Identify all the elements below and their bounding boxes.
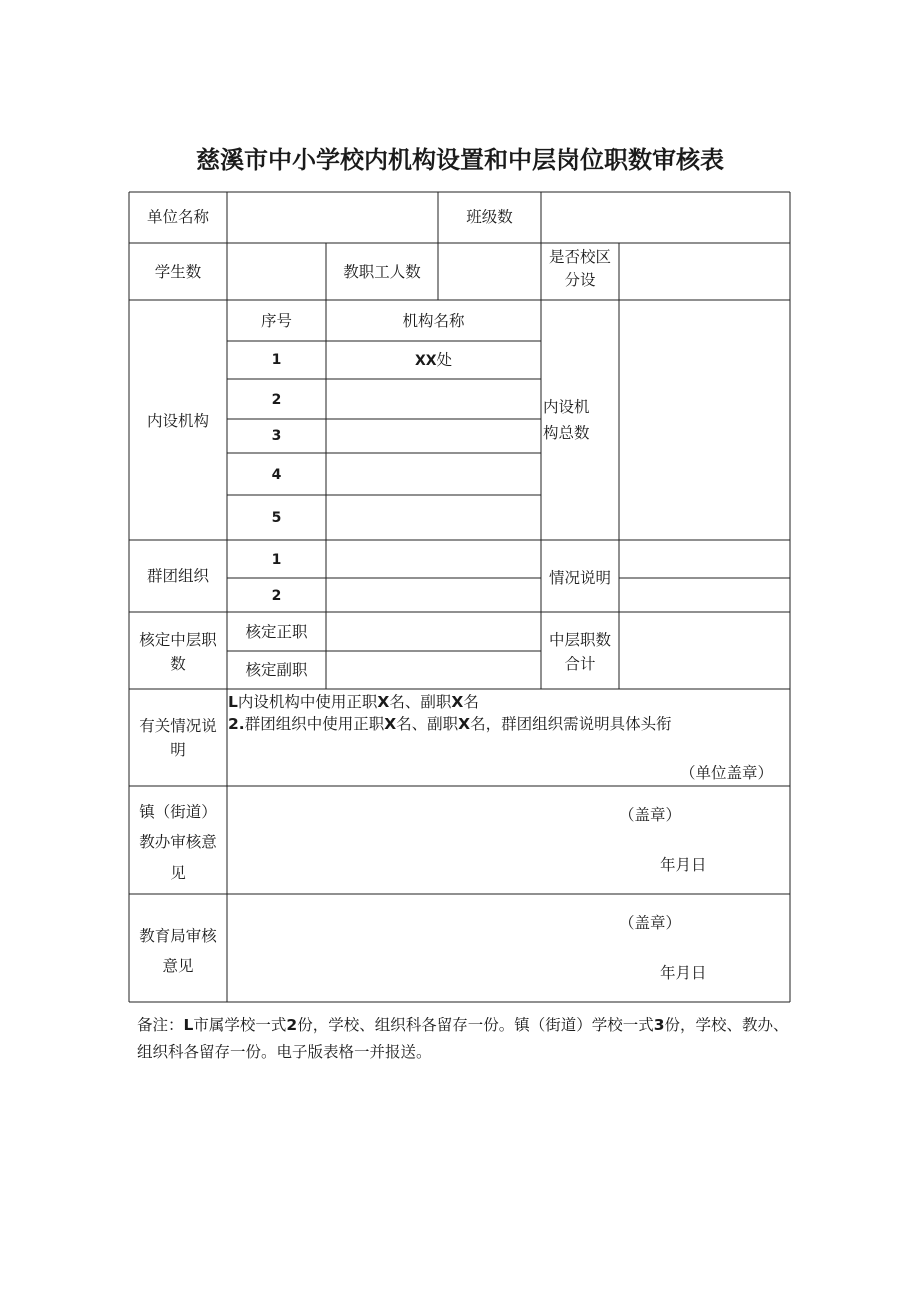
deputy-position-label: 核定副职	[245, 661, 308, 679]
internal-total-label-line1: 内设机	[543, 398, 590, 416]
group-seq-1: 1	[271, 552, 282, 568]
positions-total-label-line2: 合计	[564, 655, 596, 673]
positions-label-line2: 数	[170, 655, 186, 673]
internal-institutions-label: 内设机构	[146, 412, 209, 430]
internal-seq-5: 5	[271, 510, 282, 526]
bureau-label-line1: 教育局审核	[139, 927, 217, 945]
campus-label-line2: 分设	[564, 271, 596, 289]
internal-total-label-line2: 构总数	[543, 424, 590, 442]
internal-seq-2: 2	[271, 392, 282, 408]
town-label-line3: 见	[170, 864, 186, 882]
footnote: 备注：L市属学校一式2份，学校、组织科各留存一份。镇（街道）学校一式3份，学校、教办、组织科各留存一份。电子版表格一并报送。	[137, 1016, 789, 1061]
town-seal-label: （盖章）	[619, 806, 682, 824]
unit-name-label: 单位名称	[146, 208, 209, 226]
page-title: 慈溪市中小学校内机构设置和中层岗位职数审核表	[196, 146, 724, 174]
town-date-label: 年月日	[660, 856, 707, 874]
unit-seal-label: （单位盖章）	[680, 764, 774, 782]
related-line-2: 2.群团组织中使用正职X名、副职X名，群团组织需说明具体头衔	[228, 715, 672, 733]
related-line-1: L内设机构中使用正职X名、副职X名	[228, 693, 479, 711]
group-seq-2: 2	[271, 588, 282, 604]
campus-label-line1: 是否校区	[548, 248, 611, 266]
institution-name-header: 机构名称	[402, 312, 465, 330]
seq-header: 序号	[260, 312, 292, 330]
internal-seq-3: 3	[271, 428, 282, 444]
internal-seq-1: 1	[271, 352, 282, 368]
bureau-seal-label: （盖章）	[619, 914, 682, 932]
internal-name-1[interactable]: XX处	[414, 351, 453, 369]
related-label-line2: 明	[170, 741, 186, 759]
bureau-date-label: 年月日	[660, 964, 707, 982]
staff-count-label: 教职工人数	[343, 263, 421, 281]
positions-label-line1: 核定中层职	[139, 631, 217, 649]
bureau-label-line2: 意见	[162, 957, 194, 975]
town-label-line1: 镇（街道）	[139, 803, 217, 821]
main-position-label: 核定正职	[245, 623, 308, 641]
town-label-line2: 教办审核意	[139, 833, 217, 851]
positions-total-label-line1: 中层职数	[548, 631, 611, 649]
groups-label: 群团组织	[146, 567, 209, 585]
class-count-label: 班级数	[466, 208, 513, 226]
related-label-line1: 有关情况说	[139, 717, 217, 735]
student-count-label: 学生数	[154, 263, 202, 281]
internal-seq-4: 4	[271, 467, 282, 483]
groups-explain-label: 情况说明	[548, 569, 611, 587]
